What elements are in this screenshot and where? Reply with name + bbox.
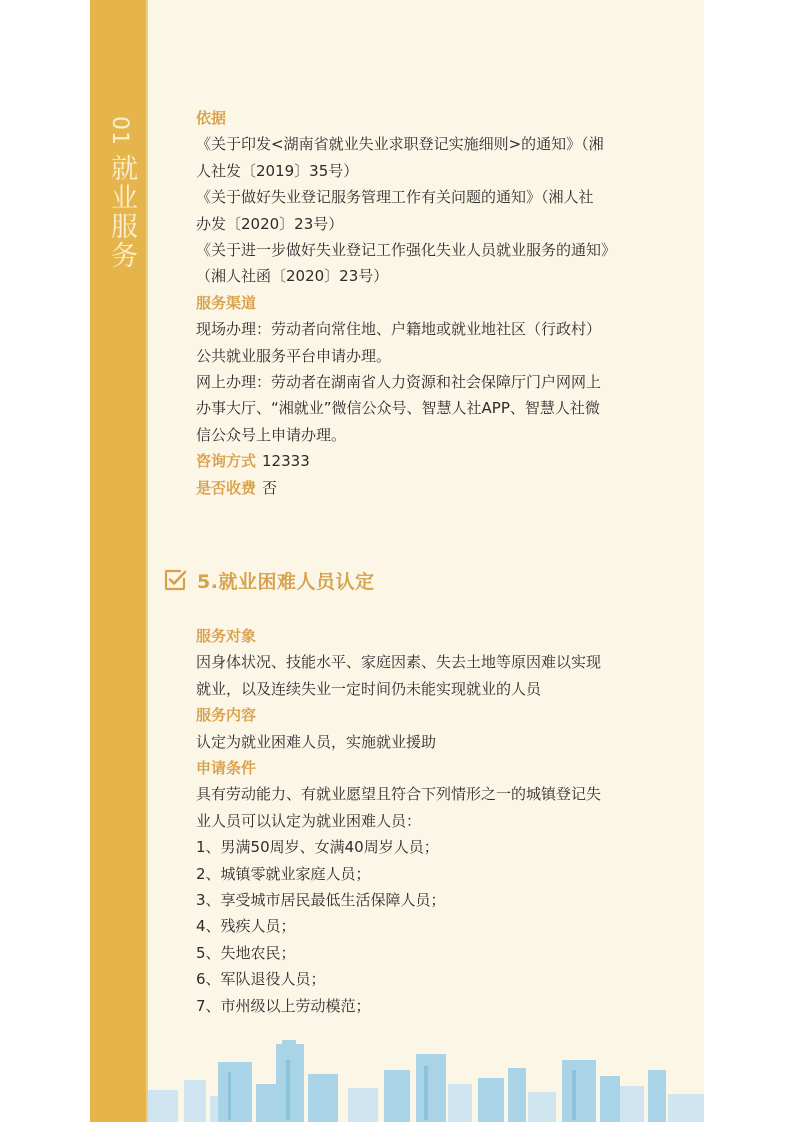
section-title: 5.就业困难人员认定 xyxy=(197,570,375,593)
channel-line: 公共就业服务平台申请办理。 xyxy=(196,346,392,365)
channel-line: 现场办理：劳动者向常住地、户籍地或就业地社区（行政村） xyxy=(196,320,602,339)
conditions-line: 具有劳动能力、有就业愿望且符合下列情形之一的城镇登记失 xyxy=(196,785,602,804)
conditions-line: 5、失地农民； xyxy=(196,943,296,962)
basis-line: （湘人社函〔2020〕23号） xyxy=(196,267,389,286)
channel-line: 信公众号上申请办理。 xyxy=(196,425,347,444)
channel-text xyxy=(196,316,666,448)
conditions-line: 2、城镇零就业家庭人员； xyxy=(196,864,371,883)
target-line: 因身体状况、技能水平、家庭因素、失去土地等原因难以实现 xyxy=(196,653,602,672)
conditions-line: 7、市州级以上劳动模范； xyxy=(196,996,371,1015)
fee-value: 否 xyxy=(262,478,278,497)
conditions-label: 申请条件 xyxy=(196,759,257,778)
target-label: 服务对象 xyxy=(196,627,257,645)
content-label: 服务内容 xyxy=(196,706,257,725)
basis-text xyxy=(196,131,666,289)
section-body xyxy=(196,623,666,1019)
target-text xyxy=(196,649,666,702)
channel-line: 网上办理：劳动者在湖南省人力资源和社会保障厅门户网网上 xyxy=(196,373,602,392)
conditions-line: 6、军队退役人员； xyxy=(196,970,326,989)
basis-line: 《关于印发<湖南省就业失业求职登记实施细则>的通知》（湘 xyxy=(196,135,604,154)
basis-line: 《关于进一步做好失业登记工作强化失业人员就业服务的通知》 xyxy=(196,241,617,260)
basis-label: 依据 xyxy=(196,109,227,127)
fee-label: 是否收费 xyxy=(196,478,257,497)
consult-value: 12333 xyxy=(262,452,310,471)
channel-label: 服务渠道 xyxy=(196,293,257,312)
basis-line: 人社发〔2019〕35号） xyxy=(196,161,359,180)
conditions-line: 4、残疾人员； xyxy=(196,917,296,936)
conditions-text xyxy=(196,781,666,1019)
content-text xyxy=(196,729,666,755)
sidebar-number: 01 xyxy=(107,116,132,146)
basis-line: 《关于做好失业登记服务管理工作有关问题的通知》（湘人社 xyxy=(196,188,594,207)
conditions-line: 1、男满50周岁、女满40周岁人员； xyxy=(196,838,439,857)
checkbox-check-icon xyxy=(163,568,187,592)
channel-line: 办事大厅、“湘就业”微信公众号、智慧人社APP、智慧人社微 xyxy=(196,399,600,418)
section-heading xyxy=(163,564,374,596)
target-line: 就业，以及连续失业一定时间仍未能实现就业的人员 xyxy=(196,679,542,698)
city-skyline-illustration xyxy=(148,1040,704,1122)
basis-line: 办发〔2020〕23号） xyxy=(196,214,344,233)
sidebar-title: 就业服务 xyxy=(106,154,137,270)
basis-block xyxy=(196,105,666,501)
content-line: 认定为就业困难人员，实施就业援助 xyxy=(196,732,437,751)
conditions-line: 3、享受城市居民最低生活保障人员； xyxy=(196,891,446,910)
conditions-line: 业人员可以认定为就业困难人员： xyxy=(196,811,422,830)
consult-label: 咨询方式 xyxy=(196,452,257,471)
